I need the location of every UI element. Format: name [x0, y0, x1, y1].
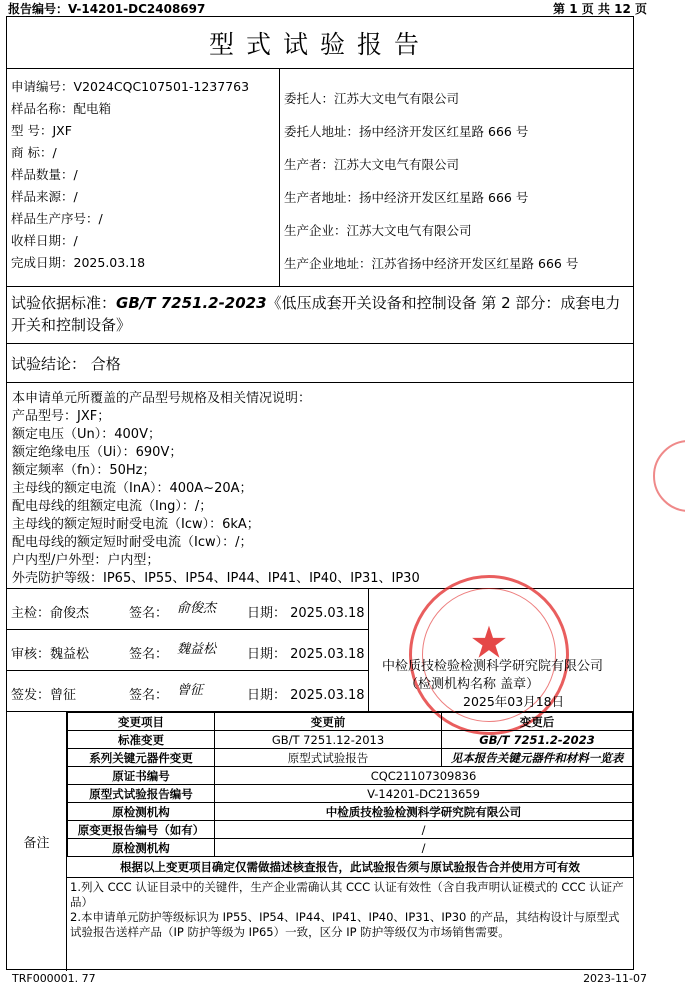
report-title: 型式试验报告	[7, 17, 633, 69]
info-row: 收样日期：/	[11, 233, 78, 248]
signature-section	[7, 589, 633, 712]
test-standard	[7, 287, 633, 344]
info-section	[7, 69, 633, 287]
sign-label: 签名：	[129, 688, 169, 703]
signature-row	[7, 671, 368, 712]
sign-date: 日期： 2025.03.18	[247, 606, 365, 621]
organization-name: 中检质技检验检测科学研究院有限公司	[382, 659, 604, 674]
info-row: 生产企业地址：江苏省扬中经济开发区红星路 666 号	[284, 256, 579, 271]
info-row: 商 标：/	[11, 145, 57, 160]
organization-seal-note: （检测机构名称 盖章）	[405, 677, 540, 692]
sign-date: 日期： 2025.03.18	[247, 688, 365, 703]
info-row: 完成日期：2025.03.18	[11, 255, 146, 270]
info-row: 生产者地址：扬中经济开发区红星路 666 号	[284, 190, 529, 205]
role: 主检：俞俊杰	[11, 606, 90, 621]
report-form	[6, 16, 634, 970]
report-header	[8, 0, 677, 16]
role: 签发：曾征	[11, 688, 77, 703]
spec-line: 户内型/户外型：户内型；	[12, 553, 160, 568]
table-row: 原检测机构 中检质技检验检测科学研究院有限公司	[68, 803, 633, 821]
client-info	[280, 69, 633, 286]
spec-line: 本申请单元所覆盖的产品型号规格及相关情况说明：	[12, 391, 312, 406]
note-item: 1.列入 CCC 认证目录中的关键件，生产企业需确认其 CCC 认证有效性（含自我声明认证模式的 CCC 认证产品）	[70, 880, 624, 909]
spec-line: 主母线的额定电流（InA）：400A~20A；	[12, 481, 253, 496]
spec-line: 额定绝缘电压（Ui）：690V；	[12, 445, 183, 460]
spec-line: 额定电压（Un）：400V；	[12, 427, 161, 442]
info-row: 生产者：江苏大文电气有限公司	[284, 157, 460, 172]
handwritten-signature: 俞俊杰	[177, 601, 217, 616]
sign-label: 签名：	[129, 647, 169, 662]
notes-list	[67, 878, 633, 942]
table-header: 变更项目 变更前 变更后	[68, 713, 633, 731]
spec-line: 外壳防护等级：IP65、IP55、IP54、IP44、IP41、IP40、IP31、IP30	[12, 571, 420, 586]
table-row: 系列关键元器件变更 原型式试验报告 见本报告关键元器件和材料一览表	[68, 749, 633, 767]
standard-name: 《低压成套开关设备和控制设备 第 2 部分：成套电力开关和控制设备》	[11, 294, 621, 334]
spec-description	[7, 383, 633, 589]
seal-star-icon: ★	[469, 617, 509, 669]
info-row: 样品数量：/	[11, 167, 78, 182]
info-row: 委托人：江苏大文电气有限公司	[284, 91, 460, 106]
info-row: 委托人地址：扬中经济开发区红星路 666 号	[284, 124, 529, 139]
handwritten-signature: 曾征	[177, 683, 204, 698]
info-row: 样品来源：/	[11, 189, 78, 204]
standard-code: GB/T 7251.2-2023	[116, 294, 267, 312]
table-row: 原证书编号 CQC21107309836	[68, 767, 633, 785]
form-date: 2023-11-07	[583, 972, 647, 985]
table-row: 原变更报告编号（如有） /	[68, 821, 633, 839]
report-number: 报告编号：V-14201-DC2408697	[8, 2, 206, 16]
signature-row	[7, 589, 368, 630]
table-row: 原检测机构 /	[68, 839, 633, 857]
form-code: TRF000001. 77	[12, 972, 96, 985]
info-row: 型 号：JXF	[11, 123, 72, 138]
remarks-body	[67, 712, 633, 971]
info-row: 样品生产序号：/	[11, 211, 103, 226]
remarks-section	[7, 712, 633, 971]
spec-line: 配电母线的额定短时耐受电流（Icw）：/；	[12, 535, 253, 550]
spec-line: 产品型号：JXF；	[12, 409, 111, 424]
signature-table	[7, 589, 369, 711]
test-conclusion: 试验结论： 合格	[7, 344, 633, 383]
change-table	[67, 712, 633, 857]
info-row: 生产企业：江苏大文电气有限公司	[284, 223, 472, 238]
spec-line: 额定频率（fn）：50Hz；	[12, 463, 156, 478]
info-row: 申请编号：V2024CQC107501-1237763	[11, 79, 250, 94]
sign-label: 签名：	[129, 606, 169, 621]
standard-label: 试验依据标准：	[11, 294, 117, 312]
table-row: 原型式试验报告编号 V-14201-DC213659	[68, 785, 633, 803]
side-stamp-fragment	[653, 440, 685, 512]
table-row: 标准变更 GB/T 7251.12-2013 GB/T 7251.2-2023	[68, 731, 633, 749]
sign-date: 日期： 2025.03.18	[247, 647, 365, 662]
page-indicator: 第 1 页 共 12 页	[553, 2, 647, 16]
handwritten-signature: 魏益松	[177, 642, 217, 657]
note-item: 2.本申请单元防护等级标识为 IP55、IP54、IP44、IP41、IP40、IP31、IP30 的产品，其结构设计与原型式试验报告送样产品（IP 防护等级为 IP65）一致，区分 IP 防护等级仅为市场销售需要。	[70, 910, 620, 939]
spec-line: 配电母线的组额定电流（Ing）：/；	[12, 499, 213, 514]
info-row: 样品名称：配电箱	[11, 101, 112, 116]
spec-line: 主母线的额定短时耐受电流（Icw）：6kA；	[12, 517, 260, 532]
remarks-label: 备注	[7, 712, 67, 971]
change-disclaimer: 根据以上变更项目确定仅需做描述核查报告，此试验报告须与原试验报告合并使用方可有效	[67, 857, 633, 878]
organization-date: 2025年03月18日	[463, 694, 565, 709]
signature-row	[7, 630, 368, 671]
applicant-info	[7, 69, 280, 286]
page-footer	[8, 972, 677, 992]
role: 审核：魏益松	[11, 647, 90, 662]
